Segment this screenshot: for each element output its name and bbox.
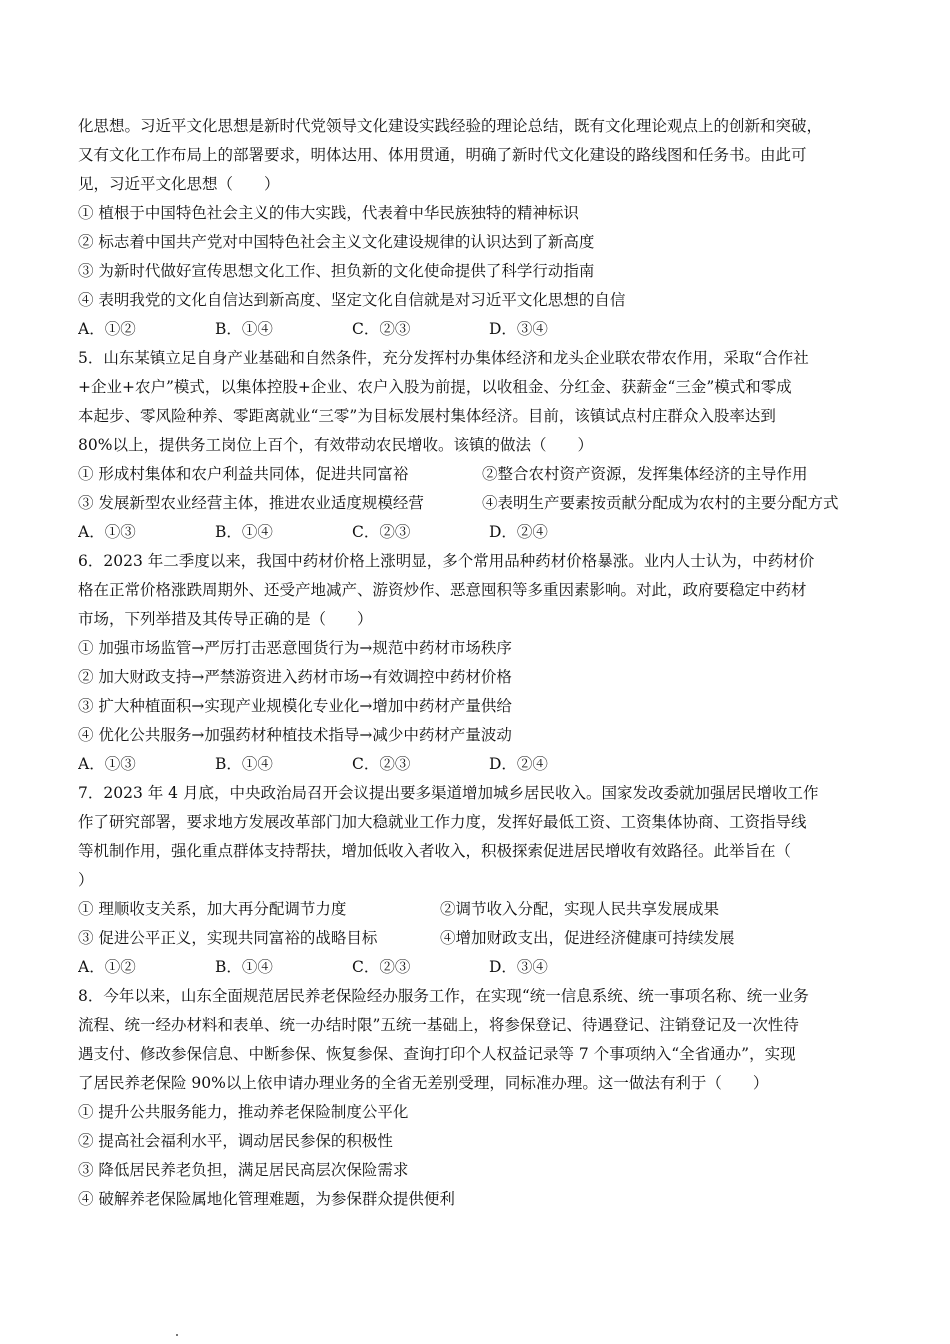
statement-row [78, 924, 872, 953]
answer-options [78, 315, 872, 344]
question-4 [78, 112, 872, 344]
option-a: A．①③ [78, 523, 136, 541]
option-a: A．①② [78, 958, 136, 976]
option-b: B．①④ [215, 755, 273, 773]
option-c: C．②③ [352, 523, 411, 541]
question-text-line: 见，习近平文化思想（ ） [78, 175, 280, 193]
statement-item: ① 形成村集体和农户利益共同体，促进共同富裕 [78, 465, 409, 483]
question-text-line: 等机制作用，强化重点群体支持帮扶，增加低收入者收入，积极探索促进居民增收有效路径。此举旨在（ [78, 842, 792, 860]
statement-item: ② 标志着中国共产党对中国特色社会主义文化建设规律的认识达到了新高度 [78, 233, 595, 251]
statement-item: ① 植根于中国特色社会主义的伟大实践，代表着中华民族独特的精神标识 [78, 204, 579, 222]
statement-item: ②整合农村资产资源，发挥集体经济的主导作用 [482, 465, 808, 483]
option-b: B．①④ [215, 320, 273, 338]
question-text-line: 7．2023 年 4 月底，中央政治局召开会议提出要多渠道增加城乡居民收入。国家发改委就加强居民增收工作 [78, 784, 819, 802]
question-text-line: 格在正常价格涨跌周期外、还受产地减产、游资炒作、恶意囤积等多重因素影响。对此，政府要稳定中药材 [78, 581, 807, 599]
option-d: D．③④ [489, 958, 548, 976]
statement-item: ④ 表明我党的文化自信达到新高度、坚定文化自信就是对习近平文化思想的自信 [78, 291, 626, 309]
question-text-line: 化思想。习近平文化思想是新时代党领导文化建设实践经验的理论总结，既有文化理论观点上的创新和突破， [78, 117, 823, 135]
option-c: C．②③ [352, 320, 411, 338]
statement-row [78, 895, 872, 924]
statement-item: ④ 破解养老保险属地化管理难题，为参保群众提供便利 [78, 1190, 455, 1208]
option-a: A．①② [78, 320, 136, 338]
option-d: D．②④ [489, 523, 548, 541]
statement-item: ① 提升公共服务能力，推动养老保险制度公平化 [78, 1103, 409, 1121]
question-7 [78, 779, 872, 982]
statement-item: ④ 优化公共服务→加强药材种植技术指导→减少中药材产量波动 [78, 726, 512, 744]
option-c: C．②③ [352, 755, 411, 773]
statement-item: ③ 扩大种植面积→实现产业规模化专业化→增加中药材产量供给 [78, 697, 512, 715]
answer-options [78, 518, 872, 547]
statement-item: ④表明生产要素按贡献分配成为农村的主要分配方式 [482, 494, 839, 512]
question-text-line: 80%以上，提供务工岗位上百个，有效带动农民增收。该镇的做法（ ） [78, 436, 593, 454]
question-text-line: 作了研究部署，要求地方发展改革部门加大稳就业工作力度，发挥好最低工资、工资集体协商、工资指导线 [78, 813, 807, 831]
question-5 [78, 344, 872, 547]
statement-item: ② 加大财政支持→严禁游资进入药材市场→有效调控中药材价格 [78, 668, 512, 686]
option-c: C．②③ [352, 958, 411, 976]
question-text-line: 6．2023 年二季度以来，我国中药材价格上涨明显，多个常用品种药材价格暴涨。业内人士认为，中药材价 [78, 552, 815, 570]
option-d: D．②④ [489, 755, 548, 773]
question-text-line: 本起步、零风险种养、零距离就业“三零”为目标发展村集体经济。目前，该镇试点村庄群众入股率达到 [78, 407, 776, 425]
question-text-line: 8．今年以来，山东全面规范居民养老保险经办服务工作，在实现“统一信息系统、统一事项名称、统一业务 [78, 987, 809, 1005]
footer-dot [176, 1334, 178, 1336]
option-a: A．①③ [78, 755, 136, 773]
question-text-line: 又有文化工作布局上的部署要求，明体达用、体用贯通，明确了新时代文化建设的路线图和任务书。由此可 [78, 146, 807, 164]
answer-options [78, 953, 872, 982]
question-text-line: 了居民养老保险 90%以上依申请办理业务的全省无差别受理，同标准办理。这一做法有利于（ ） [78, 1074, 769, 1092]
question-text-line: 市场，下列举措及其传导正确的是（ ） [78, 610, 373, 628]
option-b: B．①④ [215, 523, 273, 541]
statement-row [78, 489, 872, 518]
option-d: D．③④ [489, 320, 548, 338]
statement-item: ③ 降低居民养老负担，满足居民高层次保险需求 [78, 1161, 409, 1179]
question-text-line: 遇支付、修改参保信息、中断参保、恢复参保、查询打印个人权益记录等 7 个事项纳入“全省通办”，实现 [78, 1045, 796, 1063]
answer-options [78, 750, 872, 779]
statement-row [78, 460, 872, 489]
statement-item: ③ 促进公平正义，实现共同富裕的战略目标 [78, 929, 378, 947]
question-text-line: ） [78, 871, 94, 889]
option-b: B．①④ [215, 958, 273, 976]
question-text-line: 流程、统一经办材料和表单、统一办结时限”五统一基础上，将参保登记、待遇登记、注销登记及一次性待 [78, 1016, 799, 1034]
statement-item: ②调节收入分配，实现人民共享发展成果 [440, 900, 720, 918]
statement-item: ④增加财政支出，促进经济健康可持续发展 [440, 929, 735, 947]
statement-item: ① 加强市场监管→严厉打击恶意囤货行为→规范中药材市场秩序 [78, 639, 512, 657]
statement-item: ③ 为新时代做好宣传思想文化工作、担负新的文化使命提供了科学行动指南 [78, 262, 595, 280]
statement-item: ③ 发展新型农业经营主体，推进农业适度规模经营 [78, 494, 424, 512]
question-text-line: +企业+农户”模式，以集体控股+企业、农户入股为前提，以收租金、分红金、获薪金“三金”模式和零成 [78, 378, 792, 396]
question-6 [78, 547, 872, 779]
question-text-line: 5．山东某镇立足自身产业基础和自然条件，充分发挥村办集体经济和龙头企业联农带农作用，采取“合作社 [78, 349, 809, 367]
statement-item: ② 提高社会福利水平，调动居民参保的积极性 [78, 1132, 393, 1150]
statement-item: ① 理顺收支关系，加大再分配调节力度 [78, 900, 347, 918]
question-8 [78, 982, 872, 1214]
